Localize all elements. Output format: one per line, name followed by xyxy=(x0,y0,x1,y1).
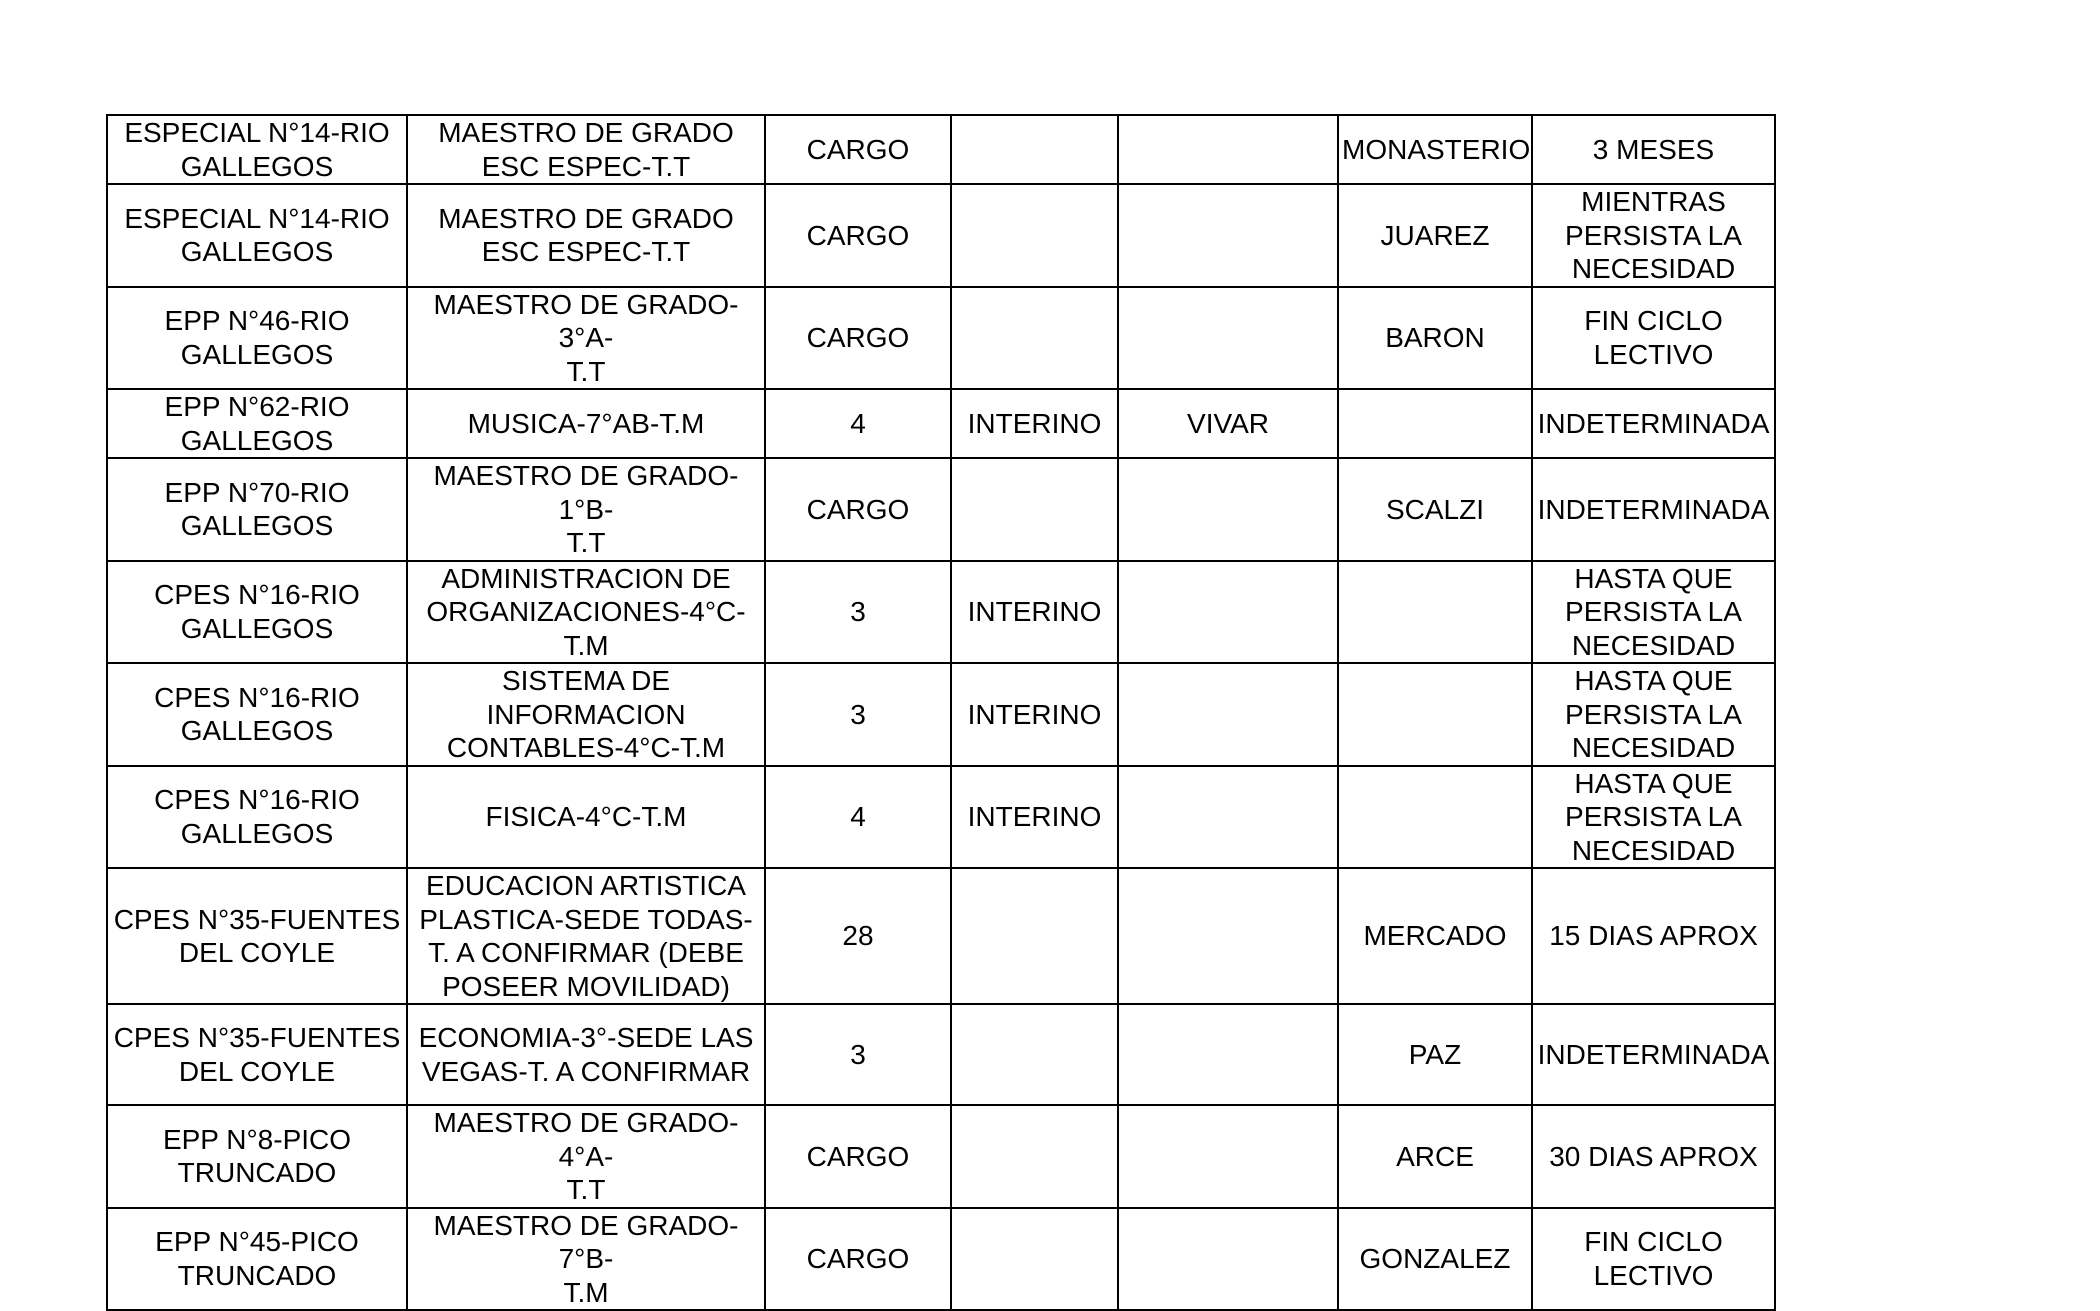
table-row xyxy=(107,561,1775,664)
cell-duration: HASTA QUE PERSISTA LA NECESIDAD xyxy=(1532,663,1775,766)
cell-position: MAESTRO DE GRADO ESC ESPEC-T.T xyxy=(407,115,765,184)
cell-hours: CARGO xyxy=(765,1208,951,1311)
cell-duration: INDETERMINADA xyxy=(1532,1004,1775,1105)
cell-status: INTERINO xyxy=(951,766,1118,869)
cell-school: EPP N°8-PICO TRUNCADO xyxy=(107,1105,407,1208)
table-row xyxy=(107,287,1775,390)
cell-holder: VIVAR xyxy=(1118,389,1338,458)
cell-status xyxy=(951,1208,1118,1311)
cell-substitute: JUAREZ xyxy=(1338,184,1532,287)
cell-hours: 4 xyxy=(765,766,951,869)
cell-position: ECONOMIA-3°-SEDE LAS VEGAS-T. A CONFIRMAR xyxy=(407,1004,765,1105)
table-row xyxy=(107,1105,1775,1208)
cell-status xyxy=(951,1105,1118,1208)
cell-hours: 3 xyxy=(765,663,951,766)
cell-hours: 28 xyxy=(765,868,951,1004)
cell-substitute xyxy=(1338,766,1532,869)
cell-school: CPES N°35-FUENTES DEL COYLE xyxy=(107,1004,407,1105)
cell-duration: FIN CICLO LECTIVO xyxy=(1532,287,1775,390)
cell-school: EPP N°62-RIO GALLEGOS xyxy=(107,389,407,458)
table-row xyxy=(107,663,1775,766)
cell-duration: 3 MESES xyxy=(1532,115,1775,184)
cell-position: SISTEMA DE INFORMACION CONTABLES-4°C-T.M xyxy=(407,663,765,766)
cell-duration: HASTA QUE PERSISTA LA NECESIDAD xyxy=(1532,766,1775,869)
table-row xyxy=(107,766,1775,869)
cell-hours: CARGO xyxy=(765,1105,951,1208)
cell-substitute xyxy=(1338,663,1532,766)
cell-duration: 15 DIAS APROX xyxy=(1532,868,1775,1004)
cell-holder xyxy=(1118,1105,1338,1208)
cell-duration: INDETERMINADA xyxy=(1532,458,1775,561)
cell-hours: CARGO xyxy=(765,287,951,390)
table-row xyxy=(107,458,1775,561)
cell-hours: CARGO xyxy=(765,184,951,287)
cell-status xyxy=(951,868,1118,1004)
cell-status: INTERINO xyxy=(951,389,1118,458)
cell-substitute: ARCE xyxy=(1338,1105,1532,1208)
cell-school: ESPECIAL N°14-RIO GALLEGOS xyxy=(107,184,407,287)
cell-status xyxy=(951,184,1118,287)
cell-school: ESPECIAL N°14-RIO GALLEGOS xyxy=(107,115,407,184)
cell-hours: CARGO xyxy=(765,458,951,561)
cell-holder xyxy=(1118,458,1338,561)
cell-position: MAESTRO DE GRADO-7°B- T.M xyxy=(407,1208,765,1311)
cell-position: MAESTRO DE GRADO-4°A- T.T xyxy=(407,1105,765,1208)
vacancy-table xyxy=(106,114,1776,1311)
cell-substitute: BARON xyxy=(1338,287,1532,390)
cell-duration: INDETERMINADA xyxy=(1532,389,1775,458)
cell-substitute xyxy=(1338,561,1532,664)
cell-holder xyxy=(1118,1004,1338,1105)
cell-school: EPP N°45-PICO TRUNCADO xyxy=(107,1208,407,1311)
cell-status xyxy=(951,1004,1118,1105)
cell-position: MAESTRO DE GRADO-1°B- T.T xyxy=(407,458,765,561)
table-row xyxy=(107,115,1775,184)
cell-duration: FIN CICLO LECTIVO xyxy=(1532,1208,1775,1311)
cell-substitute: SCALZI xyxy=(1338,458,1532,561)
cell-position: MUSICA-7°AB-T.M xyxy=(407,389,765,458)
table-body xyxy=(107,115,1775,1310)
cell-holder xyxy=(1118,868,1338,1004)
cell-status xyxy=(951,287,1118,390)
cell-holder xyxy=(1118,184,1338,287)
cell-school: CPES N°35-FUENTES DEL COYLE xyxy=(107,868,407,1004)
cell-substitute xyxy=(1338,389,1532,458)
cell-substitute: MERCADO xyxy=(1338,868,1532,1004)
cell-school: CPES N°16-RIO GALLEGOS xyxy=(107,766,407,869)
cell-hours: 3 xyxy=(765,561,951,664)
cell-school: CPES N°16-RIO GALLEGOS xyxy=(107,663,407,766)
cell-substitute: MONASTERIO xyxy=(1338,115,1532,184)
cell-school: EPP N°70-RIO GALLEGOS xyxy=(107,458,407,561)
cell-holder xyxy=(1118,766,1338,869)
table-row xyxy=(107,868,1775,1004)
cell-status: INTERINO xyxy=(951,561,1118,664)
cell-holder xyxy=(1118,287,1338,390)
cell-position: ADMINISTRACION DE ORGANIZACIONES-4°C- T.M xyxy=(407,561,765,664)
cell-holder xyxy=(1118,115,1338,184)
cell-position: MAESTRO DE GRADO ESC ESPEC-T.T xyxy=(407,184,765,287)
cell-status: INTERINO xyxy=(951,663,1118,766)
table-row xyxy=(107,1208,1775,1311)
cell-substitute: GONZALEZ xyxy=(1338,1208,1532,1311)
cell-school: CPES N°16-RIO GALLEGOS xyxy=(107,561,407,664)
table-row xyxy=(107,389,1775,458)
cell-status xyxy=(951,458,1118,561)
cell-status xyxy=(951,115,1118,184)
table-row xyxy=(107,184,1775,287)
table-row xyxy=(107,1004,1775,1105)
cell-holder xyxy=(1118,1208,1338,1311)
cell-duration: HASTA QUE PERSISTA LA NECESIDAD xyxy=(1532,561,1775,664)
cell-substitute: PAZ xyxy=(1338,1004,1532,1105)
cell-duration: 30 DIAS APROX xyxy=(1532,1105,1775,1208)
cell-hours: 3 xyxy=(765,1004,951,1105)
cell-position: FISICA-4°C-T.M xyxy=(407,766,765,869)
cell-duration: MIENTRAS PERSISTA LA NECESIDAD xyxy=(1532,184,1775,287)
cell-hours: CARGO xyxy=(765,115,951,184)
cell-holder xyxy=(1118,663,1338,766)
cell-position: MAESTRO DE GRADO-3°A- T.T xyxy=(407,287,765,390)
cell-holder xyxy=(1118,561,1338,664)
cell-position: EDUCACION ARTISTICA PLASTICA-SEDE TODAS- T. A CONFIRMAR (DEBE POSEER MOVILIDAD) xyxy=(407,868,765,1004)
cell-hours: 4 xyxy=(765,389,951,458)
cell-school: EPP N°46-RIO GALLEGOS xyxy=(107,287,407,390)
